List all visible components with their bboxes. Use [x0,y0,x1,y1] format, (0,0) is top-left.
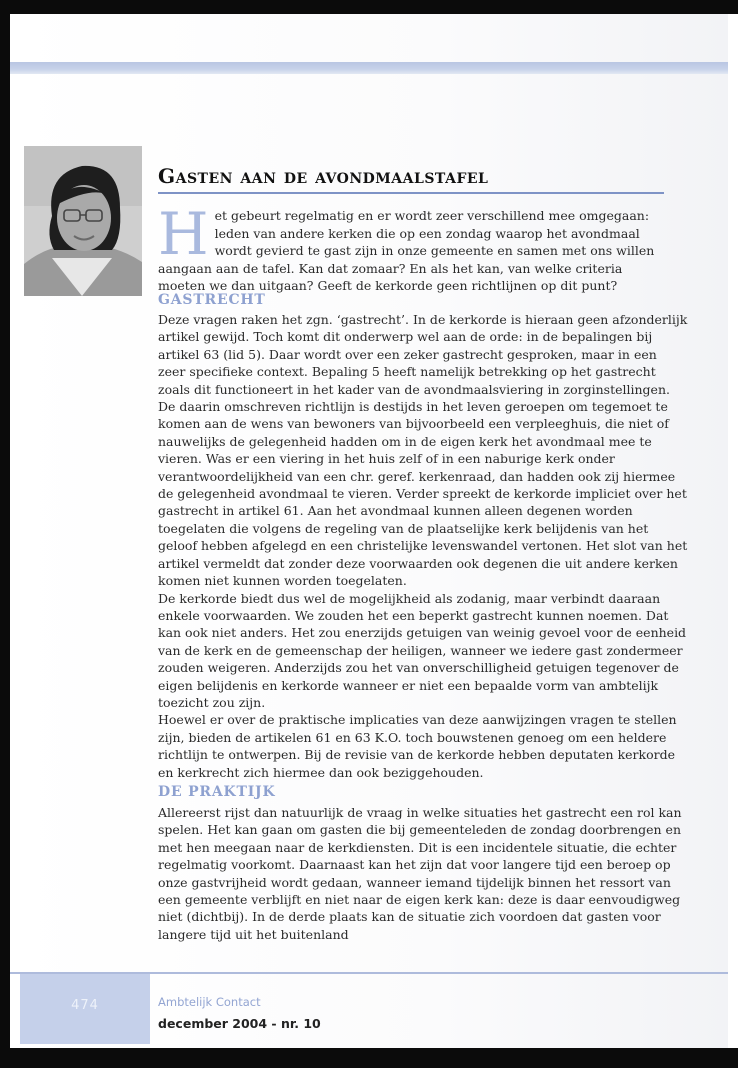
scan-border-left [0,0,10,1068]
scan-border-top [0,0,738,14]
page-number: 474 [71,998,99,1013]
paragraph: Deze vragen raken het zgn. ‘gastrecht’. In de kerkorde is hieraan geen afzonderlijk artikel gewijd. Toch komt dit onderwerp wel aan de orde: in de bepalingen bij artikel 63 (lid 5). Daar wordt over een zeker gastrecht gesproken, maar in een zeer specifieke context. Bepaling 5 heeft namelijk betrekking op het gastrecht zoals dit functioneert in het kader van de avondmaalsviering in zorginstellingen. De daarin omschreven richtlijn is destijds in het leven geroepen om tegemoet te komen aan de wens van bewoners van bijvoorbeeld een verpleeghuis, die niet of nauwelijks de gelegenheid hadden om in de eigen kerk het avondmaal mee te vieren. Was er een viering in het huis zelf of in een naburige kerk onder verantwoordelijkheid van een chr. geref. kerkenraad, dan hadden ook zij hiermee de gelegenheid avondmaal te vieren. Verder spreekt de kerkorde impliciet over het gastrecht in artikel 61. Aan het avondmaal kunnen alleen degenen worden toegelaten die volgens de regeling van de plaatselijke kerk belijdenis van het geloof hebben afgelegd en een christelijke levenswandel vertonen. Het slot van het artikel vermeldt dat zonder deze voorwaarden ook degenen die uit andere kerken komen niet kunnen worden toegelaten. [158,312,688,589]
drop-cap: H [158,200,209,268]
paragraph: De kerkorde biedt dus wel de mogelijkheid als zodanig, maar verbindt daaraan enkele voorwaarden. We zouden het een beperkt gastrecht kunnen noemen. Dat kan ook niet anders. Het zou enerzijds getuigen van weinig gevoel voor de eenheid van de kerk en de gemeenschap der heiligen, wanneer we iedere gast zondermeer zouden weigeren. Anderzijds zou het van onverschilligheid getuigen tegenover de eigen belijdenis en kerkorde wanneer er niet een bepaalde vorm van ambtelijk toezicht zou zijn. [158,590,687,710]
page-number-box [20,974,150,1044]
section-body-praktijk [158,804,688,943]
paragraph: Allereerst rijst dan natuurlijk de vraag in welke situaties het gastrecht een rol kan spelen. Het kan gaan om gasten die bij gemeenteleden de zondag doorbrengen en met hen meegaan naar de kerkdiensten. Dit is een incidentele situatie, die echter regelmatig voorkomt. Daarnaast kan het zijn dat voor langere tijd een beroep op onze gastvrijheid wordt gedaan, wanneer iemand tijdelijk binnen het ressort van een gemeente verblijft en niet naar de eigen kerk kan: deze is daar eenvoudigweg niet (dichtbij). In de derde plaats kan de situatie zich voordoen dat gasten voor langere tijd uit het buitenland [158,805,682,942]
section-body-gastrecht [158,311,688,781]
issue-info: december 2004 - nr. 10 [158,1016,321,1031]
scan-border-bottom [0,1048,738,1068]
article-title: Gasten aan de avondmaalstafel [158,164,489,188]
intro-paragraph [158,200,672,295]
section-heading-praktijk: DE PRAKTIJK [158,784,276,800]
section-heading-gastrecht: GASTRECHT [158,292,266,308]
magazine-page [10,14,728,1048]
header-band [10,62,728,74]
publication-name: Ambtelijk Contact [158,995,261,1009]
paragraph: Hoewel er over de praktische implicaties van deze aanwijzingen vragen te stellen zijn, bieden de artikelen 61 en 63 K.O. toch bouwstenen genoeg om een heldere richtlijn te ontwerpen. Bij de revisie van de kerkorde hebben deputaten kerkorde en kerkrecht zich hiermee dan ook beziggehouden. [158,712,677,780]
author-portrait-image [24,146,142,296]
intro-text: et gebeurt regelmatig en er wordt zeer verschillend mee omgegaan: leden van andere kerken die op een zondag waarop het avondmaal wordt gevierd te gast zijn in onze gemeente en samen met ons willen aangaan aan de tafel. Kan dat zomaar? En als het kan, van welke criteria moeten we dan uitgaan? Geeft de kerkorde geen richtlijnen op dit punt? [158,208,655,293]
title-underline [158,192,664,194]
author-photo [24,146,142,296]
